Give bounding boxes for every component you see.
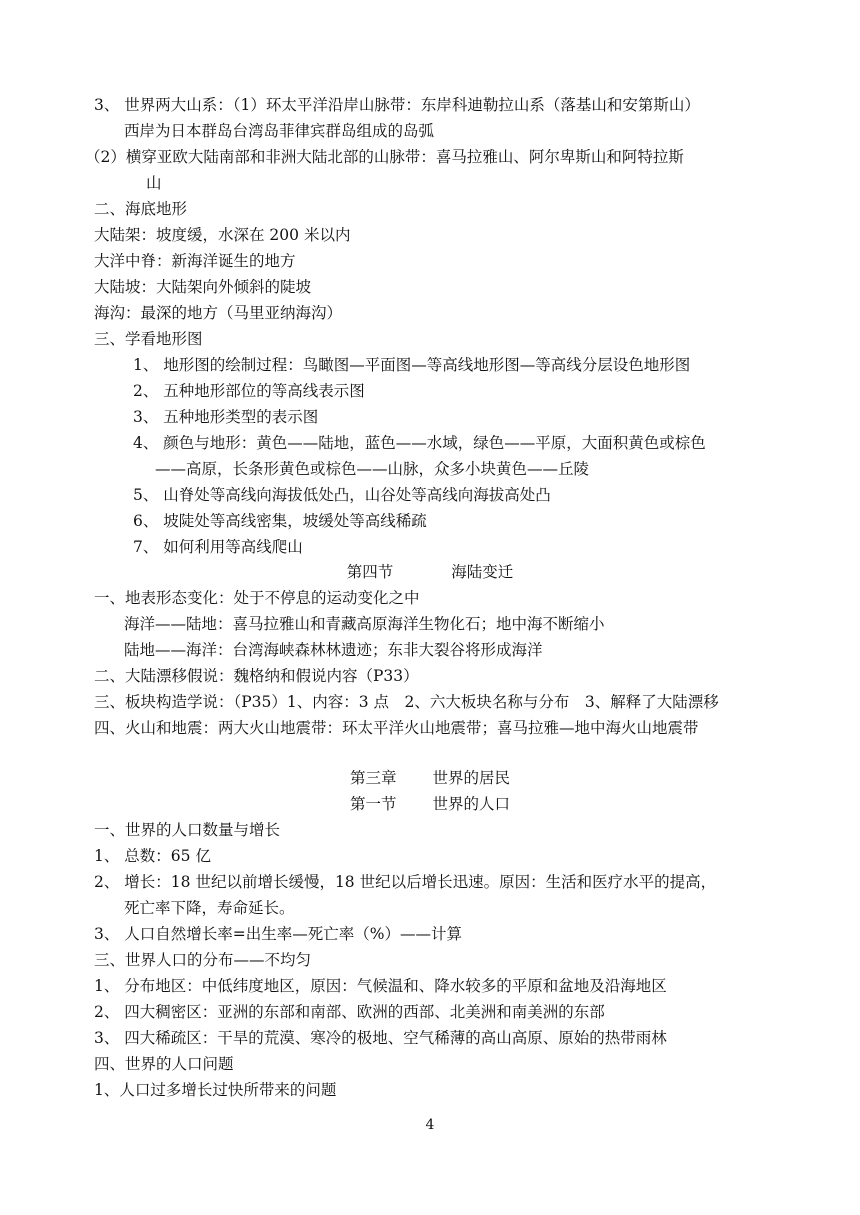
section-heading: 四、火山和地震：两大火山地震带：环太平洋火山地震带；喜马拉雅—地中海火山地震带 <box>94 719 699 737</box>
text-line: ——高原，长条形黄色或棕色——山脉，众多小块黄色——丘陵 <box>155 460 590 478</box>
text-line: 大洋中脊：新海洋诞生的地方 <box>94 252 296 270</box>
list-item: 1、 地形图的绘制过程：鸟瞰图—平面图—等高线地形图—等高线分层设色地形图 <box>133 356 691 374</box>
list-item: 4、 颜色与地形：黄色——陆地，蓝色——水域，绿色——平原，大面积黄色或棕色 <box>133 434 706 452</box>
list-item: 1、 总数：65 亿 <box>94 847 211 865</box>
text-line: 海洋——陆地：喜马拉雅山和青藏高原海洋生物化石；地中海不断缩小 <box>124 615 605 633</box>
list-item: 1、 分布地区：中低纬度地区，原因：气候温和、降水较多的平原和盆地及沿海地区 <box>94 977 667 995</box>
text-line: 海沟：最深的地方（马里亚纳海沟） <box>94 304 343 322</box>
text-line: 3、 世界两大山系：（1）环太平洋沿岸山脉带：东岸科迪勒拉山系（落基山和安第斯山） <box>94 96 700 114</box>
list-item: 3、 五种地形类型的表示图 <box>133 408 319 426</box>
section-name: 海陆变迁 <box>451 563 514 581</box>
text-line: （2）横穿亚欧大陆南部和非洲大陆北部的山脉带：喜马拉雅山、阿尔卑斯山和阿特拉斯 <box>85 148 684 166</box>
section-number: 第一节 <box>349 795 397 813</box>
chapter-name: 世界的居民 <box>432 769 511 787</box>
text-line: 死亡率下降，寿命延长。 <box>124 899 295 917</box>
list-item: 2、 增长：18 世纪以前增长缓慢，18 世纪以后增长迅速。原因：生活和医疗水平的提高， <box>94 873 717 891</box>
text-line: 西岸为日本群岛台湾岛菲律宾群岛组成的岛弧 <box>124 122 435 140</box>
page-number: 4 <box>425 1117 435 1133</box>
list-item: 3、 人口自然增长率=出生率—死亡率（%）——计算 <box>94 925 463 943</box>
section-title <box>0 792 860 816</box>
list-item: 2、 四大稠密区：亚洲的东部和南部、欧洲的西部、北美洲和南美洲的东部 <box>94 1003 605 1021</box>
section-title <box>0 560 860 584</box>
list-item: 5、 山脊处等高线向海拔低处凸，山谷处等高线向海拔高处凸 <box>133 486 551 504</box>
section-heading: 一、地表形态变化：处于不停息的运动变化之中 <box>94 589 420 607</box>
section-name: 世界的人口 <box>432 795 511 813</box>
section-heading: 二、大陆漂移假说：魏格纳和假说内容（P33） <box>94 667 419 685</box>
section-heading: 二、海底地形 <box>94 200 188 218</box>
section-heading: 四、世界的人口问题 <box>94 1055 234 1073</box>
list-item: 7、 如何利用等高线爬山 <box>133 538 303 556</box>
section-heading: 三、板块构造学说：（P35）1、内容：3 点 2、六大板块名称与分布 3、解释了大陆漂移 <box>94 693 719 711</box>
text-line: 山 <box>146 174 162 192</box>
section-heading: 三、世界人口的分布——不均匀 <box>94 951 312 969</box>
list-item: 1、人口过多增长过快所带来的问题 <box>94 1081 337 1099</box>
section-number: 第四节 <box>346 563 394 581</box>
chapter-number: 第三章 <box>349 769 397 787</box>
text-line: 陆地——海洋：台湾海峡森林林遗迹；东非大裂谷将形成海洋 <box>124 641 543 659</box>
list-item: 2、 五种地形部位的等高线表示图 <box>133 382 365 400</box>
section-heading: 三、学看地形图 <box>94 330 203 348</box>
section-heading: 一、世界的人口数量与增长 <box>94 821 281 839</box>
text-line: 大陆架：坡度缓，水深在 200 米以内 <box>94 226 351 244</box>
list-item: 6、 坡陡处等高线密集，坡缓处等高线稀疏 <box>133 512 427 530</box>
chapter-title <box>0 766 860 790</box>
text-line: 大陆坡：大陆架向外倾斜的陡坡 <box>94 278 312 296</box>
list-item: 3、 四大稀疏区：干旱的荒漠、寒冷的极地、空气稀薄的高山高原、原始的热带雨林 <box>94 1029 667 1047</box>
